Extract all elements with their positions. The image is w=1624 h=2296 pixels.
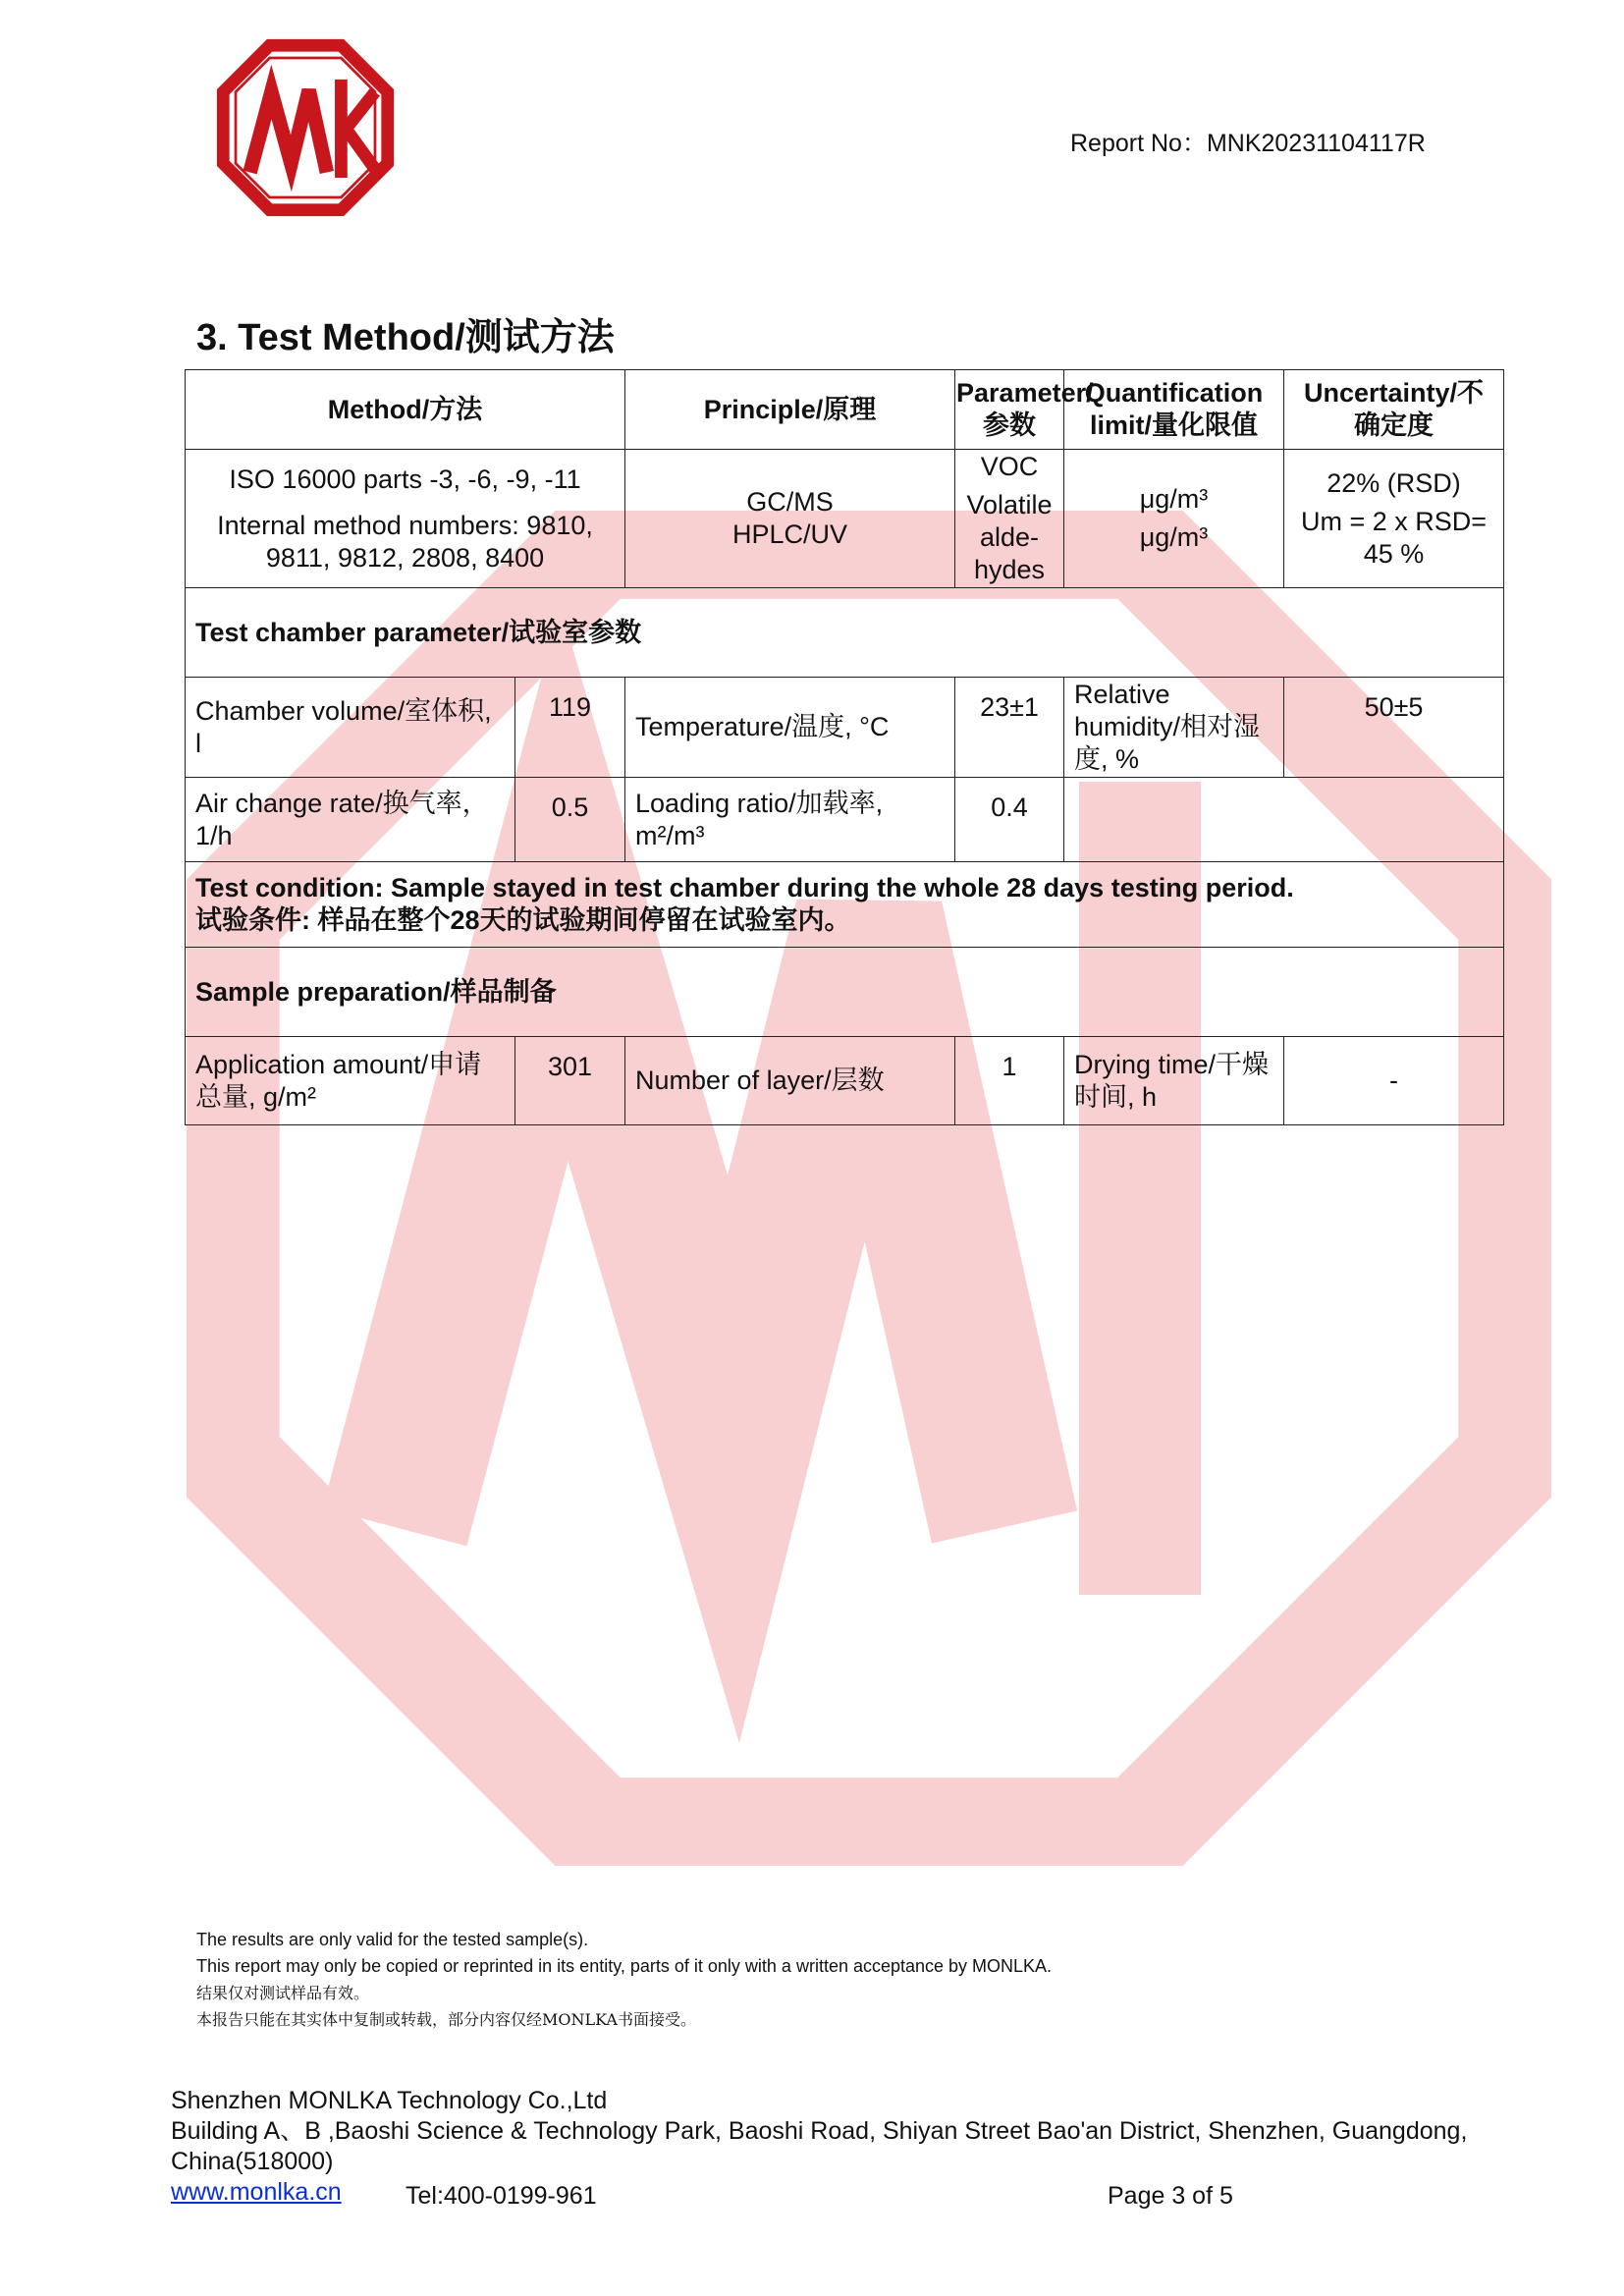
uncertainty-cell: 22% (RSD) Um = 2 x RSD= 45 % bbox=[1284, 450, 1504, 588]
empty-cell bbox=[1064, 778, 1504, 862]
table-row bbox=[186, 1037, 1504, 1125]
disclaimer-line: 结果仅对测试样品有效。 bbox=[196, 1984, 370, 2002]
prep-title-row bbox=[186, 948, 1504, 1037]
test-method-table bbox=[185, 369, 1504, 1125]
application-amount-label: Application amount/申请 总量, g/m² bbox=[186, 1037, 515, 1125]
header-principle: Principle/原理 bbox=[625, 370, 955, 450]
air-change-value: 0.5 bbox=[515, 778, 625, 862]
layer-count-value: 1 bbox=[955, 1037, 1064, 1125]
chamber-volume-value: 119 bbox=[515, 678, 625, 778]
monlka-logo-icon bbox=[216, 37, 395, 218]
humidity-value: 50±5 bbox=[1284, 678, 1504, 778]
method-cell: ISO 16000 parts -3, -6, -9, -11 Internal method numbers: 9810, 9811, 9812, 2808, 8400 bbox=[186, 450, 625, 588]
disclaimer-line: The results are only valid for the tested sample(s). bbox=[196, 1930, 589, 1949]
company-address-cont: China(518000) bbox=[171, 2148, 334, 2175]
header-parameter: Parameter/参数 bbox=[955, 370, 1064, 450]
section-title: 3. Test Method/测试方法 bbox=[196, 317, 615, 358]
chamber-title: Test chamber parameter/试验室参数 bbox=[186, 588, 1504, 678]
prep-title: Sample preparation/样品制备 bbox=[186, 948, 1504, 1037]
telephone: Tel:400-0199-961 bbox=[406, 2182, 597, 2210]
air-change-label: Air change rate/换气率， 1/h bbox=[186, 778, 515, 862]
disclaimer bbox=[196, 1927, 1052, 2033]
website-link[interactable]: www.monlka.cn bbox=[171, 2178, 342, 2206]
report-number: Report No：MNK20231104117R bbox=[1070, 130, 1426, 157]
company-address: Building A、B ,Baoshi Science & Technology Park, Baoshi Road, Shiyan Street Bao'an District, Shenzhen, Guangdong, bbox=[171, 2117, 1468, 2145]
chamber-volume-label: Chamber volume/室体积, l bbox=[186, 678, 515, 778]
parameter-cell: VOC Volatile alde- hydes bbox=[955, 450, 1064, 588]
header-method: Method/方法 bbox=[186, 370, 625, 450]
table-header-row bbox=[186, 370, 1504, 450]
disclaimer-line: This report may only be copied or reprinted in its entity, parts of it only with a written acceptance by MONLKA. bbox=[196, 1956, 1053, 1976]
footer bbox=[171, 2086, 1467, 2208]
header-uncertainty: Uncertainty/不 确定度 bbox=[1284, 370, 1504, 450]
drying-time-label: Drying time/干燥时间, h bbox=[1064, 1037, 1284, 1125]
principle-cell: GC/MS HPLC/UV bbox=[625, 450, 955, 588]
header-quantification: Quantification limit/量化限值 bbox=[1064, 370, 1284, 450]
quantification-cell: μg/m³ μg/m³ bbox=[1064, 450, 1284, 588]
table-row bbox=[186, 778, 1504, 862]
loading-ratio-value: 0.4 bbox=[955, 778, 1064, 862]
temperature-value: 23±1 bbox=[955, 678, 1064, 778]
disclaimer-line: 本报告只能在其实体中复制或转载，部分内容仅经MONLKA书面接受。 bbox=[196, 2010, 696, 2029]
drying-time-value: - bbox=[1284, 1037, 1504, 1125]
test-condition-row bbox=[186, 862, 1504, 948]
temperature-label: Temperature/温度, °C bbox=[625, 678, 955, 778]
layer-count-label: Number of layer/层数 bbox=[625, 1037, 955, 1125]
table-row bbox=[186, 678, 1504, 778]
chamber-title-row bbox=[186, 588, 1504, 678]
humidity-label: Relative humidity/相对湿 度, % bbox=[1064, 678, 1284, 778]
table-row bbox=[186, 450, 1504, 588]
page-number: Page 3 of 5 bbox=[1108, 2182, 1233, 2210]
company-name: Shenzhen MONLKA Technology Co.,Ltd bbox=[171, 2087, 608, 2114]
loading-ratio-label: Loading ratio/加载率, m²/m³ bbox=[625, 778, 955, 862]
test-condition: Test condition: Sample stayed in test chamber during the whole 28 days testing period. 试验条件: 样品在整个28天的试验期间停留在试验室内。 bbox=[186, 862, 1504, 948]
application-amount-value: 301 bbox=[515, 1037, 625, 1125]
